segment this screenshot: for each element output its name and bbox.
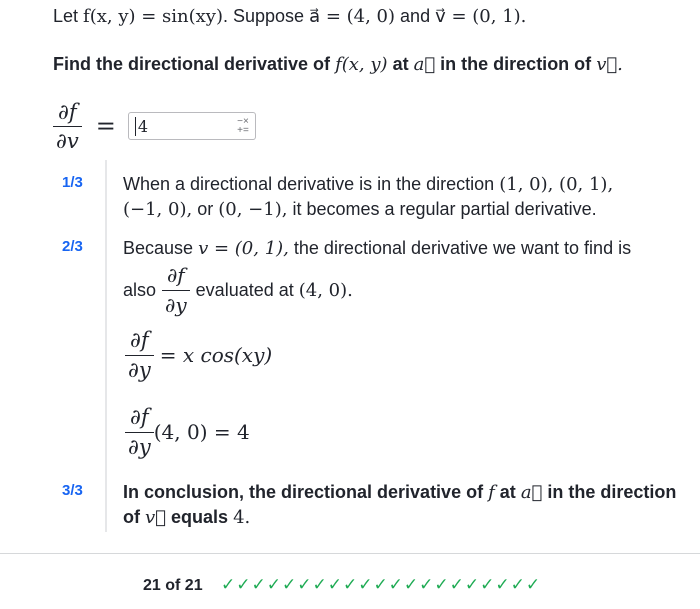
hint-3-text-b: at	[499, 482, 516, 502]
hints-section	[0, 160, 700, 532]
hint-2-label: 2/3	[62, 238, 83, 255]
progress-checkmarks: ✓✓✓✓✓✓✓✓✓✓✓✓✓✓✓✓✓✓✓✓✓	[221, 575, 542, 594]
answer-row	[53, 98, 256, 154]
hint-2-frac-den: ∂y	[162, 290, 190, 318]
hint-2-body	[105, 224, 700, 468]
hint-2-frac-num: ∂f	[166, 263, 185, 287]
hint-2-eq2-rhs: (4, 0) = 4	[153, 420, 250, 444]
question-a: a⃗	[413, 54, 436, 75]
hint-3-math-v: v⃗	[145, 507, 166, 528]
answer-input[interactable]	[128, 112, 256, 140]
question-pre: Find the directional derivative of	[53, 54, 331, 74]
hint-2-inline-fraction	[162, 263, 190, 318]
hint-2-text-b: the directional derivative we want to find is	[293, 238, 632, 258]
hint-1-label: 1/3	[62, 174, 83, 191]
hint-2-text-d: evaluated at	[195, 280, 294, 300]
hint-3-body	[105, 468, 700, 532]
hint-1-text-c: it becomes a regular partial derivative.	[292, 199, 597, 219]
hint-1-math-b: (−1, 0),	[123, 199, 193, 220]
answer-equals: =	[95, 112, 116, 140]
hint-2-eq1-rhs: = x cos(xy)	[159, 343, 273, 367]
hint-3-math-a: a⃗	[520, 482, 543, 503]
hint-1	[0, 160, 700, 224]
question-mid: at	[392, 54, 409, 74]
hint-1-math-c: (0, −1),	[218, 199, 288, 220]
hint-3	[0, 468, 700, 532]
hint-3-label: 3/3	[62, 482, 83, 499]
hint-1-text-a: When a directional derivative is in the direction	[123, 174, 495, 194]
hint-2-equation-2	[125, 405, 700, 460]
answer-frac-den: ∂v	[53, 126, 82, 153]
progress-counter: 21 of 21	[143, 577, 203, 594]
math-keypad-icon[interactable]: −× +=	[237, 116, 249, 136]
question-post: in the direction of	[440, 54, 592, 74]
hint-3-text-c: in the direction	[547, 482, 677, 502]
hint-2-math-a: v = (0, 1),	[198, 238, 289, 259]
hint-2-eq2-fraction	[125, 405, 154, 460]
hint-2-eq1-fraction	[125, 328, 154, 383]
hint-2-eq2-den: ∂y	[125, 432, 154, 460]
hint-2-eq1-den: ∂y	[125, 355, 154, 383]
hint-2-text-c: also	[123, 280, 157, 300]
problem-statement	[53, 6, 526, 27]
function-expression: f(x, y) = sin(xy)	[83, 6, 223, 27]
hint-2-eq1-num: ∂f	[130, 328, 149, 352]
hint-1-math-a: (1, 0), (0, 1),	[499, 174, 614, 195]
hint-1-text-b: or	[197, 199, 214, 219]
hint-2-equation-1	[125, 328, 700, 383]
and-text: and	[400, 6, 431, 26]
answer-frac-num: ∂f	[58, 99, 77, 124]
hint-3-text-e: equals	[171, 507, 229, 527]
hint-3-math-f: f	[488, 482, 495, 503]
vector-v: v⃗ = (0, 1).	[435, 6, 527, 27]
let-text: Let	[53, 6, 79, 26]
hint-3-text-a: In conclusion, the directional derivative of	[123, 482, 484, 502]
question-v: v⃗.	[596, 54, 623, 75]
question-func: f(x, y)	[335, 54, 388, 75]
hint-1-body	[105, 160, 700, 224]
hint-2-math-b: (4, 0).	[298, 280, 353, 301]
answer-input-value[interactable]: 4	[135, 117, 148, 136]
hint-3-math-result: 4.	[233, 507, 251, 528]
hint-2-eq2-num: ∂f	[130, 405, 149, 429]
hint-3-text-d: of	[123, 507, 140, 527]
hint-2	[0, 224, 700, 468]
question-text	[53, 54, 623, 75]
progress-footer	[0, 553, 700, 609]
vector-a: a⃗ = (4, 0)	[309, 6, 396, 27]
suppose-text: . Suppose	[223, 6, 305, 26]
answer-fraction	[53, 100, 82, 153]
hint-2-text-a: Because	[123, 238, 194, 258]
